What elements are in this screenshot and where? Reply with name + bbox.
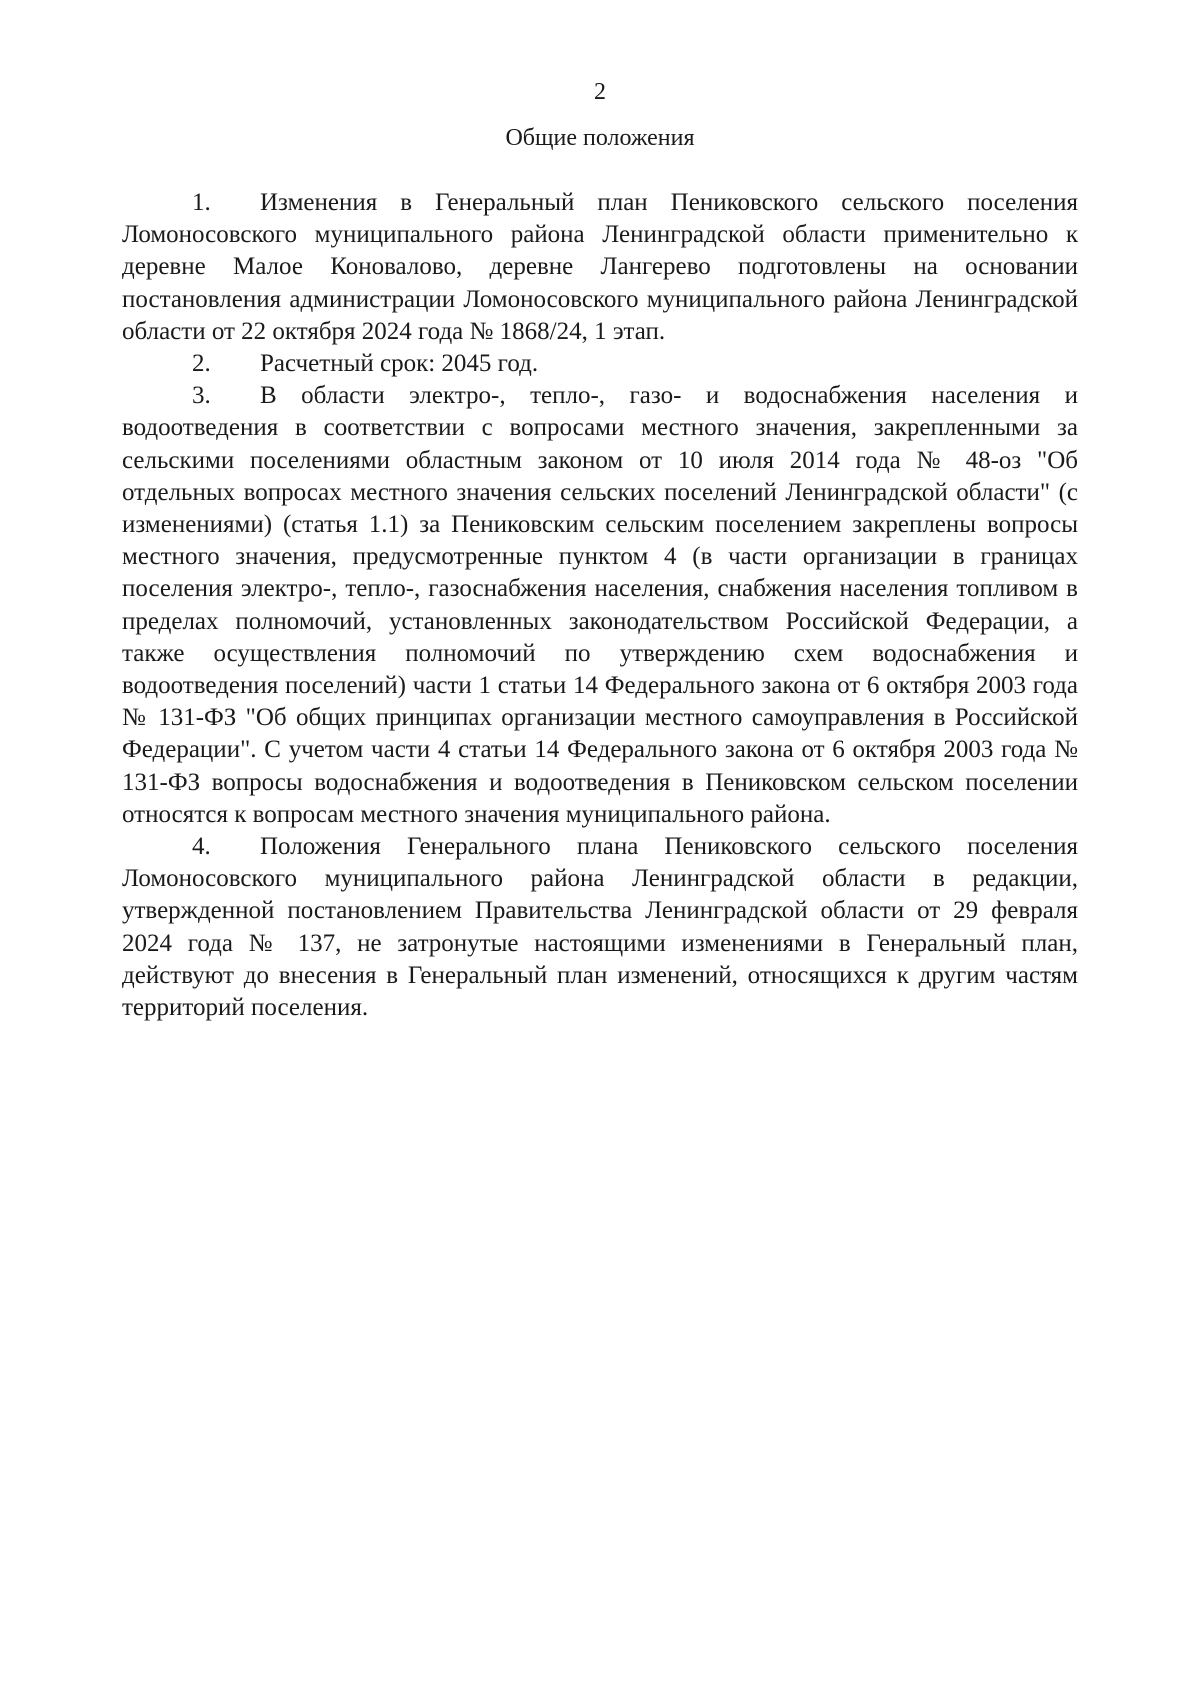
paragraph-3 <box>122 380 1078 831</box>
paragraph-number: 1. <box>192 189 211 216</box>
document-body <box>122 187 1078 1024</box>
paragraph-text: Положения Генерального плана Пениковского сельского поселения Ломоносовского муниципального района Ленинградской области в редакции, утвержденной постановлением Правительства Ленинградской области от 29 февраля 2024 года № 137, не затронутые настоящими изменениями в Генеральный план, действуют до внесения в Генеральный план изменений, относящихся к другим частям территорий поселения. <box>122 833 1078 1022</box>
paragraph-4 <box>122 831 1078 1024</box>
page-number: 2 <box>594 79 606 105</box>
paragraph-text: В области электро-, тепло-, газо- и водоснабжения населения и водоотведения в соответствии с вопросами местного значения, закрепленными за сельскими поселениями областным законом от 10 июля 2014 года № 48-оз "Об отдельных вопросах местного значения сельских поселений Ленинградской области" (с изменениями) (статья 1.1) за Пениковским сельским поселением закреплены вопросы местного значения, предусмотренные пунктом 4 (в части организации в границах поселения электро-, тепло-, газоснабжения населения, снабжения населения топливом в пределах полномочий, установленных законодательством Российской Федерации, а также осуществления полномочий по утверждению схем водоснабжения и водоотведения поселений) части 1 статьи 14 Федерального закона от 6 октября 2003 года № 131-ФЗ "Об общих принципах организации местного самоуправления в Российской Федерации". С учетом части 4 статьи 14 Федерального закона от 6 октября 2003 года № 131-ФЗ вопросы водоснабжения и водоотведения в Пениковском сельском поселении относятся к вопросам местного значения муниципального района. <box>122 382 1078 828</box>
paragraph-2 <box>122 348 1078 380</box>
paragraph-text: Изменения в Генеральный план Пениковского сельского поселения Ломоносовского муниципального района Ленинградской области применительно к деревне Малое Коновалово, деревне Лангерево подготовлены на основании постановления администрации Ломоносовского муниципального района Ленинградской области от 22 октября 2024 года № 1868/24, 1 этап. <box>122 189 1078 345</box>
section-title: Общие положения <box>505 125 695 151</box>
paragraph-number: 2. <box>192 350 211 378</box>
paragraph-text: Расчетный срок: 2045 год. <box>260 350 539 378</box>
paragraph-number: 3. <box>192 382 211 410</box>
paragraph-number: 4. <box>192 833 211 861</box>
paragraph-1 <box>122 187 1078 348</box>
